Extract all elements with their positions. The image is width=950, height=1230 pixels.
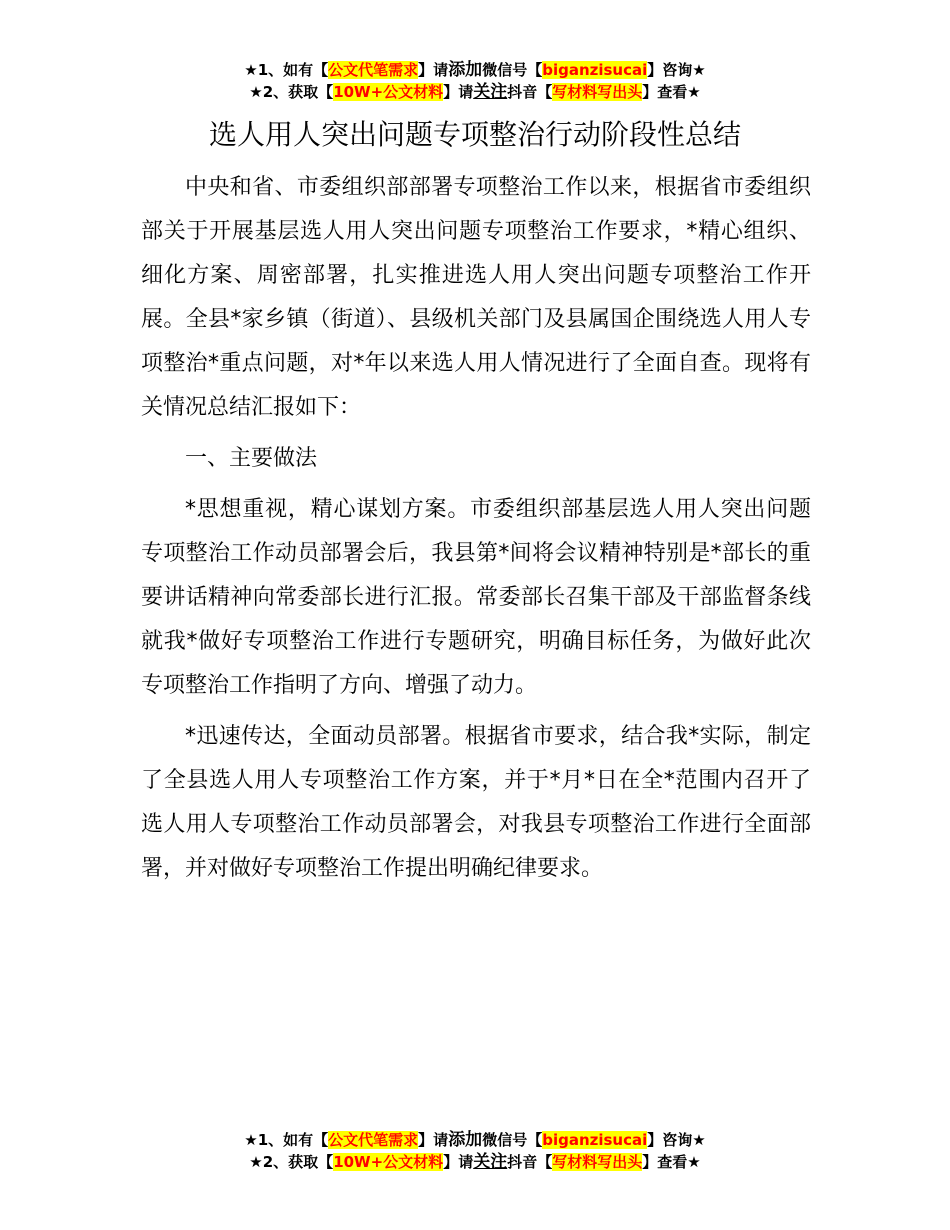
section-heading-main-practices: 一、主要做法 [185,446,318,471]
paragraph-ideological-emphasis: *思想重视，精心谋划方案。市委组织部基层选人用人突出问题专项整治工作动员部署会后，我县第*间将会议精神特别是*部长的重要讲话精神向常委部长进行汇报。常委部长召集干部及干部监督条线就我*做好专项整治工作进行专题研究，明确目标任务，为做好此次专项整治工作指明了方向、增强了动力。 [141,497,811,698]
document-title: 选人用人突出问题专项整治行动阶段性总结 [208,118,741,151]
paragraph-intro: 中央和省、市委组织部部署专项整治工作以来，根据省市委组织部关于开展基层选人用人突出问题专项整治工作要求，*精心组织、细化方案、周密部署，扎实推进选人用人突出问题专项整治工作开展。全县*家乡镇（街道）、县级机关部门及县属国企围绕选人用人专项整治*重点问题，对*年以来选人用人情况进行了全面自查。现将有关情况总结汇报如下： [141,175,811,420]
promo-line-1: ★1、如有【公文代笔需求】请添加微信号【biganzisucai】咨询★ [244,60,706,80]
promo-line-2: ★2、获取【10W+公文材料】请关注抖音【写材料写出头】查看★ [249,1152,701,1172]
promo-highlight-douyin: 写材料写出头 [552,83,643,101]
promo-highlight-service: 公文代笔需求 [328,61,419,79]
promo-highlight-wechat-id: biganzisucai [542,1131,648,1149]
footer-promo-banner [0,1129,950,1173]
promo-line-2: ★2、获取【10W+公文材料】请关注抖音【写材料写出头】查看★ [249,82,701,102]
document-body [141,166,811,898]
paragraph-rapid-mobilization: *迅速传达，全面动员部署。根据省市要求，结合我*实际，制定了全县选人用人专项整治工作方案，并于*月*日在全*范围内召开了选人用人专项整治工作动员部署会，对我县专项整治工作进行全面部署，并对做好专项整治工作提出明确纪律要求。 [141,724,811,881]
promo-highlight-materials: 10W+公文材料 [333,83,444,101]
promo-highlight-douyin: 写材料写出头 [552,1153,643,1171]
promo-highlight-materials: 10W+公文材料 [333,1153,444,1171]
promo-highlight-service: 公文代笔需求 [328,1131,419,1149]
header-promo-banner [0,59,950,103]
promo-line-1: ★1、如有【公文代笔需求】请添加微信号【biganzisucai】咨询★ [244,1130,706,1150]
promo-highlight-wechat-id: biganzisucai [542,61,648,79]
